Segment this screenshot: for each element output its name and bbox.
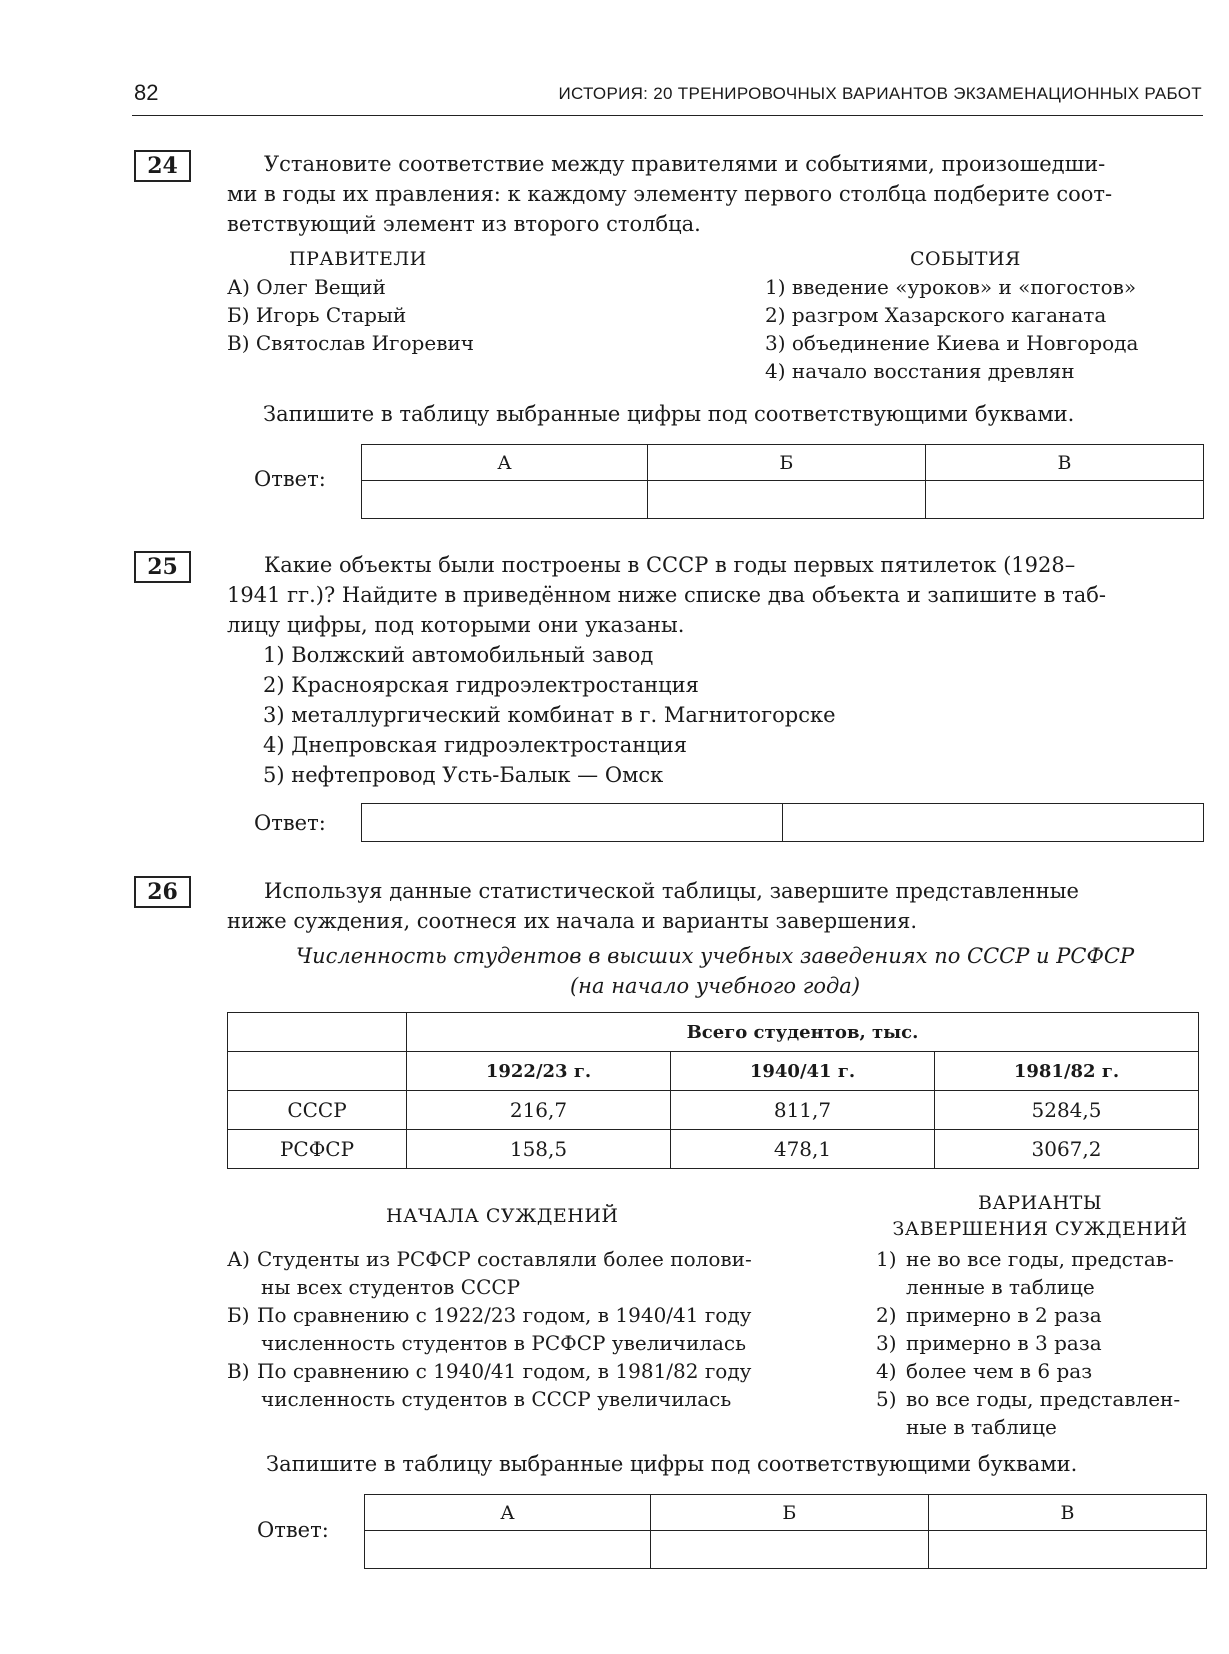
item-line: По сравнению с 1922/23 годом, в 1940/41 году	[257, 1303, 752, 1327]
task-24-events-list	[765, 273, 1138, 385]
stat-year-header: 1981/82 г.	[935, 1052, 1199, 1091]
stat-corner-cell	[228, 1013, 407, 1052]
item-line: ны всех студентов СССР	[261, 1275, 521, 1299]
list-item: 3) металлургический комбинат в г. Магнитогорске	[263, 703, 836, 727]
item-line: ленные в таблице	[906, 1275, 1095, 1299]
task-24-left-heading: ПРАВИТЕЛИ	[289, 248, 427, 270]
header-rule	[132, 115, 1203, 116]
list-item: 4) Днепровская гидроэлектростанция	[263, 733, 687, 757]
task-26-answer-label: Ответ:	[257, 1518, 329, 1542]
stat-cell: 478,1	[671, 1130, 935, 1169]
task-25-intro-line-2: 1941 гг.)? Найдите в приведённом ниже списке два объекта и запишите в таб-	[227, 583, 1106, 607]
list-item: 2) разгром Хазарского каганата	[765, 303, 1107, 327]
stat-corner-cell	[228, 1052, 407, 1091]
task-24-intro-line-2: ми в годы их правления: к каждому элементу первого столбца подберите соот-	[227, 182, 1113, 206]
table-row	[228, 1130, 1199, 1169]
stat-cell: 158,5	[407, 1130, 671, 1169]
answer-header-a: А	[365, 1495, 651, 1531]
task-24-number: 24	[134, 150, 191, 182]
item-marker: Б)	[227, 1303, 250, 1327]
task-24-intro-line-1: Установите соответствие между правителями и событиями, произошедши-	[264, 152, 1106, 176]
stat-cell: 5284,5	[935, 1091, 1199, 1130]
list-item	[227, 1301, 807, 1357]
task-26-right-heading-line-1: ВАРИАНТЫ	[977, 1192, 1103, 1214]
task-26-number: 26	[134, 876, 191, 908]
answer-cell-b[interactable]	[647, 481, 925, 519]
list-item	[876, 1245, 1211, 1301]
list-item	[876, 1329, 1211, 1357]
answer-cell-v[interactable]	[925, 481, 1203, 519]
task-25-intro	[227, 550, 1203, 640]
task-24-rulers-list	[227, 273, 474, 357]
task-25-answer-label: Ответ:	[254, 811, 326, 835]
task-24-intro	[227, 149, 1203, 239]
list-item: 1) Волжский автомобильный завод	[263, 643, 654, 667]
list-item	[876, 1301, 1211, 1329]
item-marker: В)	[227, 1359, 250, 1383]
task-26-intro-line-1: Используя данные статистической таблицы, завершите представленные	[264, 879, 1079, 903]
task-26-left-heading: НАЧАЛА СУЖДЕНИЙ	[386, 1205, 619, 1227]
list-item	[876, 1385, 1211, 1441]
task-24-answer-table	[361, 444, 1204, 519]
item-line: примерно в 3 раза	[906, 1331, 1102, 1355]
list-item: 1) введение «уроков» и «погостов»	[765, 275, 1137, 299]
item-line: более чем в 6 раз	[906, 1359, 1093, 1383]
answer-cell-a[interactable]	[362, 481, 648, 519]
stat-cell: 811,7	[671, 1091, 935, 1130]
item-line: Студенты из РСФСР составляли более полови-	[257, 1247, 752, 1271]
task-26-endings-list	[876, 1245, 1211, 1441]
item-line: примерно в 2 раза	[906, 1303, 1102, 1327]
answer-header-b: Б	[647, 445, 925, 481]
stat-year-header: 1940/41 г.	[671, 1052, 935, 1091]
stat-table-title: Численность студентов в высших учебных заведениях по СССР и РСФСР	[295, 944, 1135, 968]
stat-year-header: 1922/23 г.	[407, 1052, 671, 1091]
task-25-intro-line-3: лицу цифры, под которыми они указаны.	[227, 613, 685, 637]
task-25-intro-line-1: Какие объекты были построены в СССР в годы первых пятилеток (1928–	[264, 553, 1076, 577]
list-item: Б) Игорь Старый	[227, 303, 407, 327]
task-25-number: 25	[134, 551, 191, 583]
item-line: численность студентов в СССР увеличилась	[261, 1387, 732, 1411]
stat-table-subtitle: (на начало учебного года)	[569, 974, 861, 998]
answer-cell-a[interactable]	[365, 1531, 651, 1569]
answer-header-b: Б	[650, 1495, 928, 1531]
task-26-beginnings-list	[227, 1245, 807, 1413]
answer-header-v: В	[925, 445, 1203, 481]
item-line: численность студентов в РСФСР увеличилась	[261, 1331, 747, 1355]
task-26-right-heading-line-2: ЗАВЕРШЕНИЯ СУЖДЕНИЙ	[892, 1218, 1188, 1240]
item-line: По сравнению с 1940/41 годом, в 1981/82 году	[257, 1359, 752, 1383]
task-24-right-heading: СОБЫТИЯ	[910, 248, 1021, 270]
table-row	[228, 1091, 1199, 1130]
list-item: 2) Красноярская гидроэлектростанция	[263, 673, 699, 697]
item-marker: 2)	[876, 1303, 897, 1327]
task-25-objects-list	[263, 640, 836, 790]
item-marker: 4)	[876, 1359, 897, 1383]
answer-header-a: А	[362, 445, 648, 481]
list-item: В) Святослав Игоревич	[227, 331, 475, 355]
running-header: ИСТОРИЯ: 20 ТРЕНИРОВОЧНЫХ ВАРИАНТОВ ЭКЗАМЕНАЦИОННЫХ РАБОТ	[558, 84, 1202, 103]
item-line: во все годы, представлен-	[906, 1387, 1181, 1411]
item-line: не во все годы, представ-	[906, 1247, 1174, 1271]
item-marker: 1)	[876, 1247, 897, 1271]
list-item: А) Олег Вещий	[227, 275, 386, 299]
list-item	[227, 1357, 807, 1413]
task-24-instruction: Запишите в таблицу выбранные цифры под соответствующими буквами.	[263, 402, 1075, 426]
list-item: 3) объединение Киева и Новгорода	[765, 331, 1139, 355]
answer-cell-v[interactable]	[928, 1531, 1206, 1569]
stat-row-label: СССР	[228, 1091, 407, 1130]
answer-cell-2[interactable]	[783, 804, 1204, 842]
stat-row-label: РСФСР	[228, 1130, 407, 1169]
item-marker: 3)	[876, 1331, 897, 1355]
task-26-instruction: Запишите в таблицу выбранные цифры под соответствующими буквами.	[266, 1452, 1078, 1476]
task-26-answer-table	[364, 1494, 1207, 1569]
answer-cell-b[interactable]	[650, 1531, 928, 1569]
stat-cell: 3067,2	[935, 1130, 1199, 1169]
list-item	[227, 1245, 807, 1301]
item-line: ные в таблице	[906, 1415, 1057, 1439]
task-26-right-heading	[870, 1190, 1210, 1242]
task-24-intro-line-3: ветствующий элемент из второго столбца.	[227, 212, 701, 236]
page-number: 82	[134, 80, 159, 105]
task-25-answer-table	[361, 803, 1204, 842]
stat-group-header: Всего студентов, тыс.	[407, 1013, 1199, 1052]
task-26-intro	[227, 876, 1203, 936]
answer-cell-1[interactable]	[362, 804, 783, 842]
item-marker: 5)	[876, 1387, 897, 1411]
item-marker: А)	[227, 1247, 250, 1271]
list-item: 4) начало восстания древлян	[765, 359, 1075, 383]
task-26-intro-line-2: ниже суждения, соотнеся их начала и варианты завершения.	[227, 909, 918, 933]
stat-cell: 216,7	[407, 1091, 671, 1130]
stat-table	[227, 1012, 1199, 1169]
task-24-answer-label: Ответ:	[254, 467, 326, 491]
answer-header-v: В	[928, 1495, 1206, 1531]
list-item: 5) нефтепровод Усть-Балык — Омск	[263, 763, 664, 787]
list-item	[876, 1357, 1211, 1385]
